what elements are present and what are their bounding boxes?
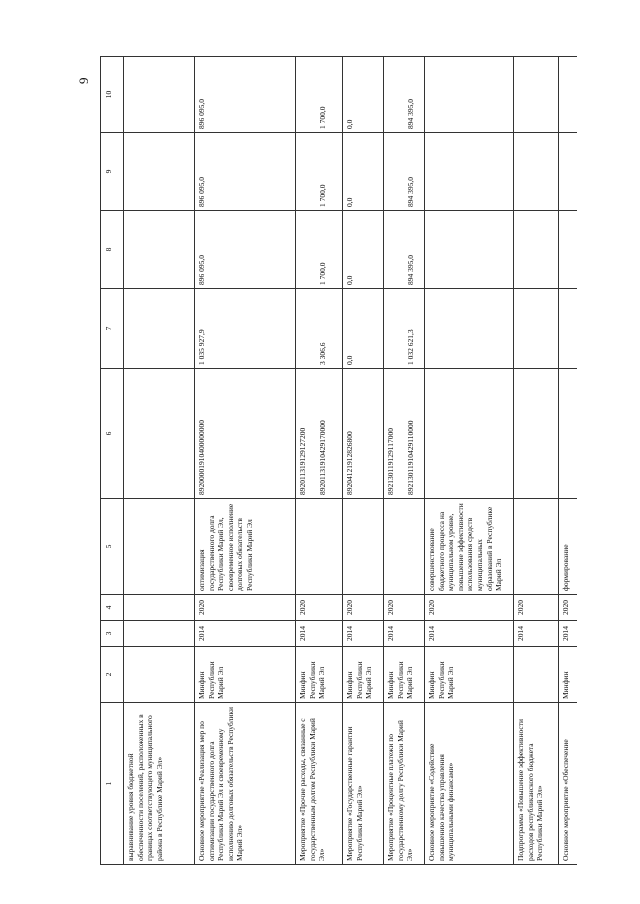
amount-col9-cell [384,133,425,211]
start-year-cell: 2014 [296,621,343,647]
start-year-cell: 2014 [425,621,514,647]
end-year-cell: 2020 [195,595,296,621]
expected-result-cell [514,499,559,595]
expected-result-cell [343,499,384,595]
end-year-cell: 2020 [343,595,384,621]
header-cell: 1 [101,703,124,865]
expected-result-cell [384,499,425,595]
amount-col7-cell [296,289,343,369]
cell-line: 894 395,0 [406,177,415,207]
executor-cell [124,647,195,703]
amount-col9-cell [195,133,296,211]
executor-cell: Минфин Республики Марий Эл [384,647,425,703]
measure-name-cell: Основное мероприятие «Реализация мер по оптимизации государственного долга Республики Марий Эл и своевременному исполнению долговых обязательств Республики Марий Эл» [195,703,296,865]
expected-result-cell: формирование [559,499,578,595]
executor-cell: Минфин Республики Марий Эл [343,647,384,703]
budget-code-cell [425,369,514,499]
measure-name-cell: Мероприятие «Государственные гарантии Республики Марий Эл» [343,703,384,865]
amount-col9-cell [559,133,578,211]
end-year-cell: 2020 [296,595,343,621]
amount-col7-cell [195,289,296,369]
budget-code-cell [384,369,425,499]
cell-line [298,60,308,129]
cell-line: 892130119129117000 [386,428,395,495]
table-row [195,57,296,865]
header-cell: 5 [101,499,124,595]
expected-result-cell [124,499,195,595]
measure-name-cell: Подпрограмма «Повышение эффективности расходов республиканского бюджета Республики Марий Эл» [514,703,559,865]
rotated-table-page [100,57,570,865]
cell-line: 1 700,0 [318,106,327,129]
cell-line: 896 095,0 [197,99,206,129]
executor-cell: Минфин Республики Марий Эл [296,647,343,703]
amount-col10-cell [343,57,384,133]
start-year-cell: 2014 [343,621,384,647]
amount-col10-cell [384,57,425,133]
amount-col8-cell [425,211,514,289]
amount-col10-cell [195,57,296,133]
amount-col10-cell [124,57,195,133]
budget-code-cell [514,369,559,499]
executor-cell: Минфин Республики Марий Эл [195,647,296,703]
amount-col9-cell [514,133,559,211]
amount-col7-cell [124,289,195,369]
cell-line: 894 395,0 [406,99,415,129]
end-year-cell: 2020 [559,595,578,621]
header-cell: 8 [101,211,124,289]
amount-col10-cell [425,57,514,133]
amount-col7-cell [425,289,514,369]
budget-code-cell [195,369,296,499]
cell-line: 0,0 [345,197,354,207]
end-year-cell: 2020 [425,595,514,621]
table-row [559,57,578,865]
amount-col10-cell [514,57,559,133]
end-year-cell: 2020 [514,595,559,621]
expected-result-cell: оптимизация государственного долга Республики Марий Эл, своевременное исполнение долговых обязательств Республики Марий Эл [195,499,296,595]
start-year-cell: 2014 [195,621,296,647]
cell-line: 0,0 [345,355,354,365]
start-year-cell: 2014 [559,621,578,647]
budget-code-cell [343,369,384,499]
cell-line: 896 095,0 [197,255,206,285]
executor-cell: Минфин [559,647,578,703]
table-row [384,57,425,865]
cell-line: 1 032 621,3 [406,329,415,365]
amount-col9-cell [124,133,195,211]
measure-name-cell: Мероприятие «Процентные платежи по государственному долгу Республики Марий Эл» [384,703,425,865]
page-number: 9 [76,77,91,84]
cell-line: 89201131910429170000 [317,420,327,495]
amount-col7-cell [384,289,425,369]
cell-line: 0,0 [345,119,354,129]
cell-line: 892011319129127200 [298,427,307,495]
cell-line: 89204121912826800 [345,431,354,495]
measure-name-cell: Основное мероприятие «Содействие повышению качества управления муниципальными финансами» [425,703,514,865]
cell-line: 1 700,0 [318,262,327,285]
executor-cell [514,647,559,703]
budget-code-cell [559,369,578,499]
header-cell: 7 [101,289,124,369]
start-year-cell [124,621,195,647]
amount-col8-cell [195,211,296,289]
expected-result-cell: совершенствование бюджетного процесса на муниципальном уровне, повышение эффективности использования средств муниципальных образований в Республике Марий Эл [425,499,514,595]
cell-line [298,214,308,285]
program-measures-table [100,56,577,865]
cell-line: 0,0 [345,275,354,285]
amount-col9-cell [296,133,343,211]
start-year-cell: 2014 [514,621,559,647]
end-year-cell [124,595,195,621]
cell-line [386,136,396,207]
table-row [124,57,195,865]
header-cell: 9 [101,133,124,211]
header-cell: 3 [101,621,124,647]
amount-col7-cell [343,289,384,369]
cell-line: 894 395,0 [406,255,415,285]
cell-line [386,60,396,129]
start-year-cell: 2014 [384,621,425,647]
cell-line: 1 700,0 [318,184,327,207]
measure-name-cell: выравнивание уровня бюджетной обеспеченности поселений, расположенных в границах соответствующего муниципального района в Республике Марий Эл» [124,703,195,865]
measure-name-cell: Основное мероприятие «Обеспечение [559,703,578,865]
table-row [296,57,343,865]
executor-cell: Минфин Республики Марий Эл [425,647,514,703]
cell-line [298,136,308,207]
cell-line: 896 095,0 [197,177,206,207]
cell-line: 1 035 927,9 [197,329,206,365]
amount-col8-cell [384,211,425,289]
amount-col9-cell [425,133,514,211]
amount-col7-cell [559,289,578,369]
header-cell: 10 [101,57,124,133]
cell-line [386,292,396,365]
budget-code-cell [124,369,195,499]
header-cell: 6 [101,369,124,499]
amount-col8-cell [296,211,343,289]
amount-col10-cell [559,57,578,133]
amount-col8-cell [124,211,195,289]
header-cell: 4 [101,595,124,621]
header-cell: 2 [101,647,124,703]
cell-line: 3 306,6 [318,342,327,365]
amount-col7-cell [514,289,559,369]
measure-name-cell: Мероприятие «Прочие расходы, связанные с государственным долгом Республики Марий Эл» [296,703,343,865]
budget-code-cell [296,369,343,499]
amount-col9-cell [343,133,384,211]
amount-col10-cell [296,57,343,133]
amount-col8-cell [514,211,559,289]
expected-result-cell [296,499,343,595]
cell-line: 89213011910429110000 [405,420,415,495]
cell-line [386,214,396,285]
table-row [514,57,559,865]
amount-col8-cell [559,211,578,289]
amount-col8-cell [343,211,384,289]
end-year-cell: 2020 [384,595,425,621]
table-row [425,57,514,865]
header-row [101,57,124,865]
table-row [343,57,384,865]
cell-line: 89200001910400000000 [197,420,206,495]
cell-line [298,292,308,365]
